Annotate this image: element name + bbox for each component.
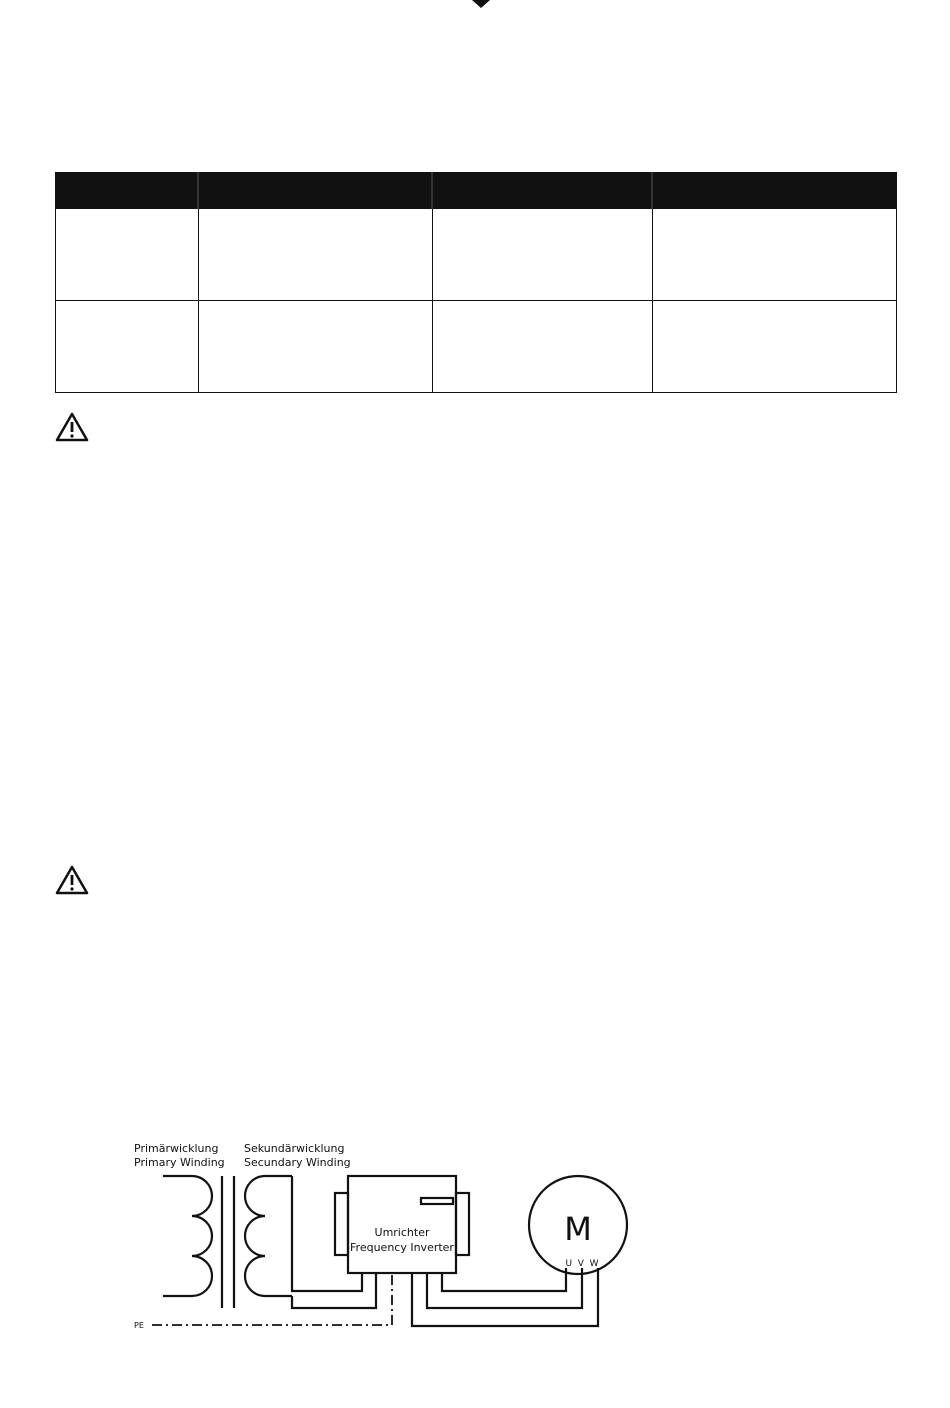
table-cell [56, 301, 199, 393]
secondary-winding [245, 1176, 292, 1296]
output-wire-w [412, 1268, 598, 1326]
warning-triangle-icon [55, 412, 89, 442]
table-cell [432, 301, 652, 393]
table-header-cell [652, 172, 897, 209]
table-header-cell [56, 172, 199, 209]
table-cell [652, 209, 897, 301]
table-header-row [56, 172, 897, 209]
inverter-label-de: Umrichter [374, 1226, 430, 1239]
table-cell [56, 209, 199, 301]
table-cell [652, 301, 897, 393]
corner-mark [472, 0, 490, 10]
inverter-box [348, 1176, 456, 1273]
table-row [56, 209, 897, 301]
pe-label: PE [134, 1321, 144, 1330]
spec-table [55, 172, 897, 393]
wiring-diagram [130, 1138, 650, 1338]
inverter-label-en: Frequency Inverter [350, 1241, 454, 1254]
secondary-winding-label-en: Secundary Winding [244, 1156, 351, 1169]
output-wire-u [442, 1268, 566, 1291]
table-row [56, 301, 897, 393]
warning-triangle-icon [55, 865, 89, 895]
motor-terminals: U V W [565, 1259, 599, 1269]
primary-winding [163, 1176, 212, 1296]
motor-label: M [564, 1210, 592, 1248]
pe-line [152, 1273, 392, 1325]
table-header-cell [432, 172, 652, 209]
primary-winding-label-de: Primärwicklung [134, 1142, 219, 1155]
table-cell [198, 209, 432, 301]
secondary-winding-label-de: Sekundärwicklung [244, 1142, 345, 1155]
table-cell [198, 301, 432, 393]
primary-winding-label-en: Primary Winding [134, 1156, 225, 1169]
table-header-cell [198, 172, 432, 209]
table-cell [432, 209, 652, 301]
